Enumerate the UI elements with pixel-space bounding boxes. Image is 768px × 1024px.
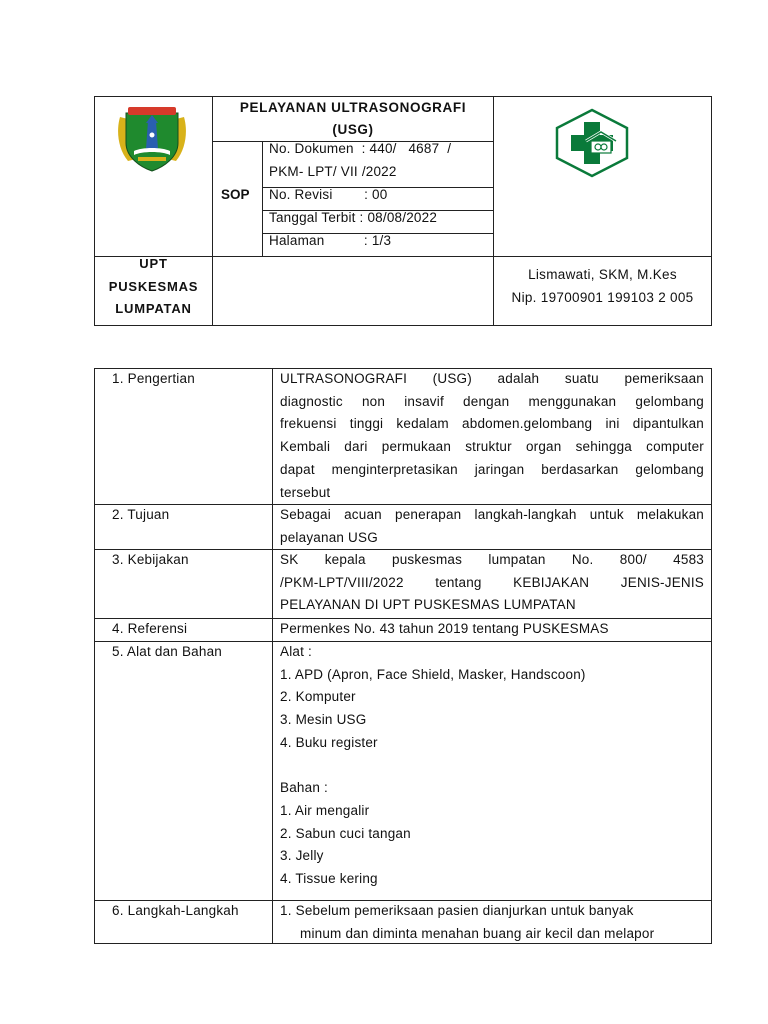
section-label-pengertian: 1. Pengertian: [112, 371, 195, 386]
content-line: diagnostic non insavif dengan menggunakan gelombang: [280, 393, 704, 409]
no-revisi: No. Revisi : 00: [269, 187, 388, 202]
title-line-1: PELAYANAN ULTRASONOGRAFI: [239, 100, 467, 115]
content-line: 1. APD (Apron, Face Shield, Masker, Handscoon): [280, 666, 586, 682]
org-line-3: LUMPATAN: [115, 301, 192, 316]
section-content-pengertian: [280, 368, 704, 504]
section-label-langkah-langkah: 6. Langkah-Langkah: [112, 903, 239, 918]
content-line: /PKM-LPT/VIII/2022 tentang KEBIJAKAN JENIS-JENIS: [280, 574, 704, 590]
content-line: pelayanan USG: [280, 529, 378, 545]
document-title: [213, 96, 493, 141]
org-line-2: PUSKESMAS: [108, 278, 199, 294]
signer-nip: Nip. 19700901 199103 2 005: [511, 289, 694, 305]
no-dokumen-line-1: No. Dokumen : 440/ 4687 /: [269, 141, 452, 156]
content-line: 4. Tissue kering: [280, 871, 378, 887]
content-line: Kembali dari permukaan struktur organ sehingga computer: [280, 439, 704, 455]
content-line: 4. Buku register: [280, 734, 378, 750]
content-line: [280, 755, 704, 778]
content-line: 1. Sebelum pemeriksaan pasien dianjurkan untuk banyak: [280, 903, 634, 918]
content-line: ULTRASONOGRAFI (USG) adalah suatu pemeriksaan: [280, 371, 704, 386]
content-line: dapat menginterpretasikan jaringan berdasarkan gelombang: [280, 461, 704, 477]
content-line: Alat :: [280, 644, 312, 659]
title-line-2: (USG): [332, 122, 374, 137]
content-line: 3. Mesin USG: [280, 712, 367, 728]
puskesmas-logo: [555, 108, 629, 178]
tanggal-terbit: Tanggal Terbit : 08/08/2022: [269, 210, 438, 225]
halaman: Halaman : 1/3: [269, 233, 392, 248]
regional-crest-logo: [114, 101, 190, 173]
content-line: 2. Sabun cuci tangan: [280, 825, 411, 841]
section-content-tujuan: [280, 504, 704, 549]
content-line: 3. Jelly: [280, 848, 324, 864]
organization-name: [95, 253, 212, 321]
org-line-1: UPT: [139, 256, 168, 271]
content-line: tersebut: [280, 484, 331, 500]
content-line: 2. Komputer: [280, 689, 356, 705]
section-content-langkah-langkah: [280, 900, 704, 945]
signer-block: [494, 264, 711, 309]
content-line: SK kepala puskesmas lumpatan No. 800/ 4583: [280, 552, 704, 567]
content-line: Bahan :: [280, 780, 328, 796]
content-line: Permenkes No. 43 tahun 2019 tentang PUSKESMAS: [280, 621, 609, 636]
sop-label: SOP: [221, 187, 250, 202]
section-label-kebijakan: 3. Kebijakan: [112, 552, 189, 567]
section-content-alat-dan-bahan: [280, 641, 704, 891]
signer-name: Lismawati, SKM, M.Kes: [528, 267, 677, 282]
content-line: Sebagai acuan penerapan langkah-langkah untuk melakukan: [280, 507, 704, 522]
content-line: frekuensi tinggi kedalam abdomen.gelombang ini dipantulkan: [280, 416, 704, 432]
no-dokumen-line-2: PKM- LPT/ VII /2022: [269, 164, 397, 179]
content-line: 1. Air mengalir: [280, 802, 370, 818]
content-line: PELAYANAN DI UPT PUSKESMAS LUMPATAN: [280, 597, 576, 613]
content-line: minum dan diminta menahan buang air kecil dan melapor: [300, 925, 655, 941]
section-label-alat-dan-bahan: 5. Alat dan Bahan: [112, 644, 222, 659]
section-label-referensi: 4. Referensi: [112, 621, 188, 636]
section-content-kebijakan: [280, 549, 704, 617]
section-content-referensi: [280, 618, 704, 641]
section-label-tujuan: 2. Tujuan: [112, 507, 170, 522]
